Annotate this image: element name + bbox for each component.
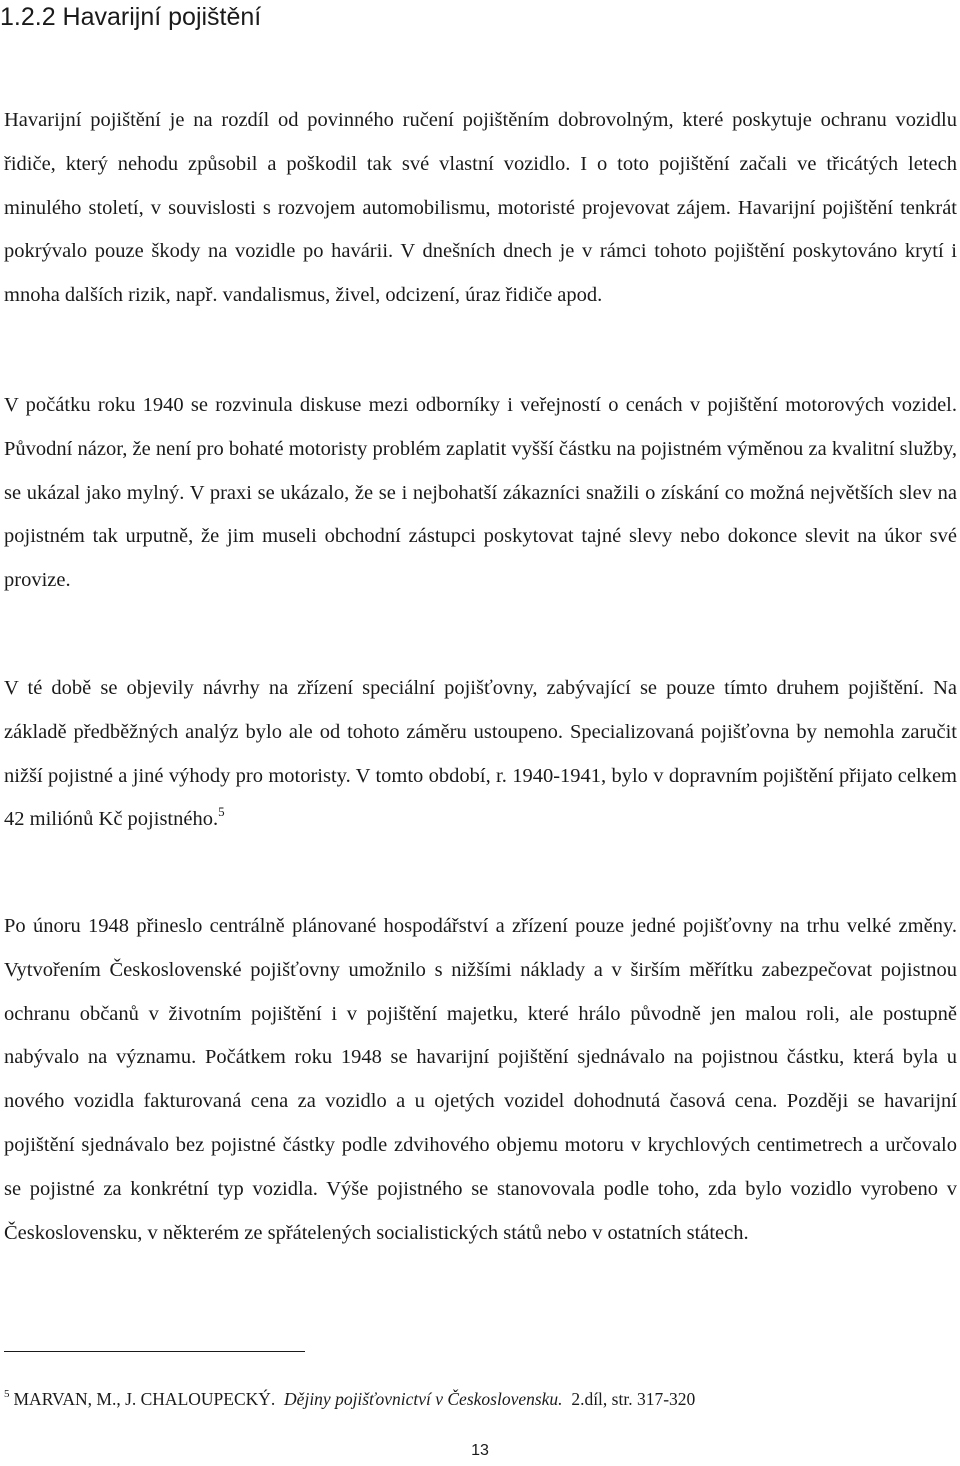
footnote-authors: MARVAN, M., J. CHALOUPECKÝ. bbox=[13, 1389, 276, 1409]
footnote-number: 5 bbox=[4, 1388, 10, 1400]
page-number: 13 bbox=[471, 1442, 489, 1459]
paragraph-3-text: V té době se objevily návrhy na zřízení speciální pojišťovny, zabývající se pouze tímto druhem pojištění. Na základě předběžných analýz bylo ale od tohoto záměru ustoupeno. Specializovaná pojišťovna by nemohla zaručit nižší pojistné a jiné výhody pro motoristy. V tomto období, r. 1940-1941, bylo v dopravním pojištění přijato celkem 42 miliónů Kč pojistného. bbox=[4, 677, 957, 831]
footnote-separator bbox=[4, 1351, 305, 1352]
footnote-details: 2.díl, str. 317-320 bbox=[571, 1389, 696, 1409]
paragraph-1-text: Havarijní pojištění je na rozdíl od povinného ručení pojištěním dobrovolným, které poskytuje ochranu vozidlu řidiče, který nehodu způsobil a poškodil tak své vlastní vozidlo. I o toto pojištění začali ve třicátých letech minulého století, v souvislosti s rozvojem automobilismu, motoristé projevovat zájem. Havarijní pojištění tenkrát pokrývalo pouze škody na vozidle po havárii. V dnešních dnech je v rámci tohoto pojištění poskytováno krytí i mnoha dalších rizik, např. vandalismus, živel, odcizení, úraz řidiče apod. bbox=[4, 109, 957, 307]
footnote-reference[interactable]: 5 bbox=[218, 804, 225, 820]
section-heading: 1.2.2 Havarijní pojištění bbox=[0, 3, 262, 31]
paragraph-2 bbox=[4, 384, 957, 603]
paragraph-4-text: Po únoru 1948 přineslo centrálně plánované hospodářství a zřízení pouze jedné pojišťovny na trhu velké změny. Vytvořením Československé pojišťovny umožnilo s nižšími náklady a v širším měřítku zabezpečovat pojistnou ochranu občanů v životním pojištění i v pojištění majetku, které hrálo původně jen malou roli, ale postupně nabývalo na významu. Počátkem roku 1948 se havarijní pojištění sjednávalo na pojistnou částku, která byla u nového vozidla fakturovaná cena za vozidlo a u ojetých vozidel dohodnutá časová cena. Později se havarijní pojištění sjednávalo bez pojistné částky podle zdvihového objemu motoru v krychlových centimetrech a určovalo se pojistné za konkrétní typ vozidla. Výše pojistného se stanovovala podle toho, zda bylo vozidlo vyrobeno v Československu, v některém ze spřátelených socialistických států nebo v ostatních státech. bbox=[4, 915, 957, 1244]
paragraph-3 bbox=[4, 667, 957, 842]
paragraph-2-text: V počátku roku 1940 se rozvinula diskuse mezi odborníky i veřejností o cenách v pojištění motorových vozidel. Původní názor, že není pro bohaté motoristy problém zaplatit vyšší částku na pojistném výměnou za kvalitní služby, se ukázal jako mylný. V praxi se ukázalo, že se i nejbohatší zákazníci snažili o získání co možná největších slev na pojistném tak urputně, že jim museli obchodní zástupci poskytovat tajné slevy nebo dokonce slevit na úkor své provize. bbox=[4, 394, 957, 592]
paragraph-1 bbox=[4, 99, 957, 318]
paragraph-4 bbox=[4, 905, 957, 1255]
footnote-title: Dějiny pojišťovnictví v Československu. bbox=[284, 1389, 563, 1409]
footnote bbox=[4, 1387, 695, 1411]
